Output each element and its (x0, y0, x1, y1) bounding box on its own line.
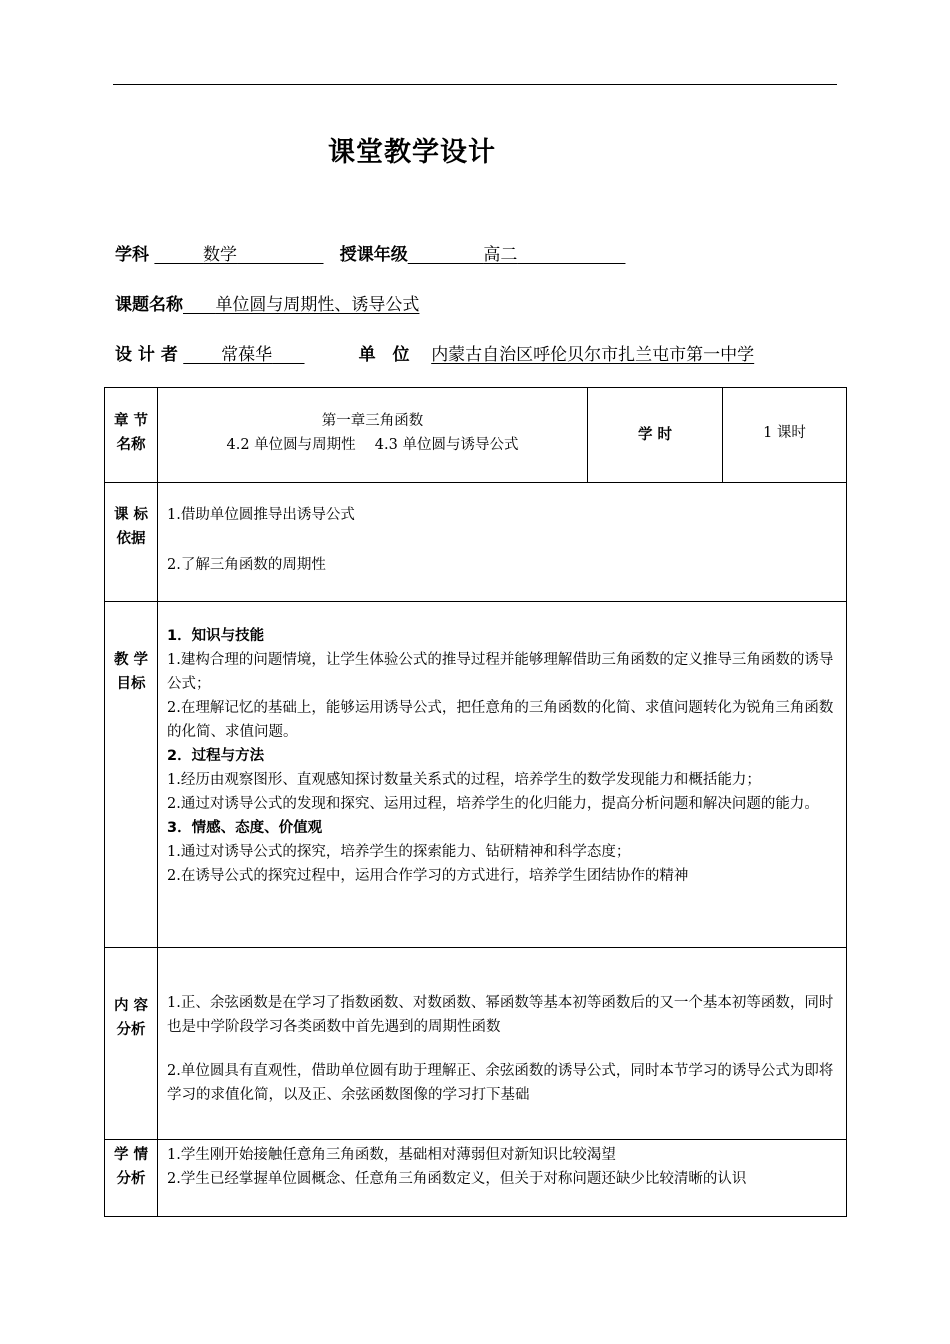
subject-value (154, 245, 323, 265)
unit-label: 单 位 (358, 345, 410, 365)
learner-row (105, 1140, 847, 1217)
designer-label: 设 计 者 (115, 345, 178, 365)
goals-heading-3: 3．情感、态度、价值观 (167, 820, 323, 836)
lesson-table (104, 387, 847, 1217)
goals-para: 1.建构合理的问题情境，让学生体验公式的推导过程并能够理解借助三角函数的定义推导三角函数的诱导公式； (167, 652, 834, 692)
goals-row (105, 602, 847, 948)
content-label-2: 分析 (116, 1022, 146, 1038)
chapter-label-cell (105, 388, 158, 483)
goals-heading-1: 1．知识与技能 (167, 628, 265, 644)
topic-value-text: 单位圆与周期性、诱导公式 (215, 295, 420, 315)
chapter-line-1: 第一章三角函数 (321, 413, 424, 429)
grade-label: 授课年级 (339, 245, 408, 265)
basis-content-cell (158, 483, 847, 602)
hours-value: 1 课时 (763, 425, 806, 441)
goals-content-cell (158, 602, 847, 948)
content-para: 2.单位圆具有直观性，借助单位圆有助于理解正、余弦函数的诱导公式，同时本节学习的诱导公式为即将学习的求值化简，以及正、余弦函数图像的学习打下基础 (167, 1063, 834, 1103)
hours-label-cell (588, 388, 723, 483)
goals-heading-2: 2．过程与方法 (167, 748, 265, 764)
hours-label: 学 时 (637, 427, 673, 443)
learner-label-cell (105, 1140, 158, 1217)
goals-para: 2.在理解记忆的基础上，能够运用诱导公式，把任意角的三角函数的化简、求值问题转化为锐角三角函数的化简、求值问题。 (167, 700, 834, 740)
top-rule (113, 84, 837, 85)
topic-line (115, 290, 419, 315)
chapter-line-2: 4.2 单位圆与周期性 4.3 单位圆与诱导公式 (226, 437, 519, 453)
designer-value (183, 345, 304, 365)
learner-label-2: 分析 (116, 1171, 146, 1187)
content-label-cell (105, 948, 158, 1140)
topic-value (183, 295, 419, 315)
goals-para: 2.在诱导公式的探究过程中，运用合作学习的方式进行，培养学生团结协作的精神 (167, 868, 689, 884)
basis-item: 2.了解三角函数的周期性 (167, 557, 326, 573)
page-title: 课堂教学设计 (328, 137, 496, 168)
chapter-label-1: 章 节 (113, 413, 149, 429)
basis-label-2: 依据 (116, 531, 146, 547)
basis-row (105, 483, 847, 602)
grade-value (408, 245, 626, 265)
subject-value-text: 数学 (203, 245, 238, 265)
designer-unit-line (115, 340, 754, 365)
goals-para: 1.通过对诱导公式的探究，培养学生的探索能力、钻研精神和科学态度； (167, 844, 631, 860)
chapter-row (105, 388, 847, 483)
topic-label: 课题名称 (115, 295, 183, 315)
goals-label-2: 目标 (116, 676, 146, 692)
learner-content-cell (158, 1140, 847, 1217)
goals-label-cell (105, 602, 158, 948)
chapter-label-2: 名称 (116, 437, 146, 453)
goals-para: 1.经历由观察图形、直观感知探讨数量关系式的过程，培养学生的数学发现能力和概括能力； (167, 772, 761, 788)
learner-para: 1.学生刚开始接触任意角三角函数，基础相对薄弱但对新知识比较渴望 (167, 1147, 616, 1163)
content-para: 1.正、余弦函数是在学习了指数函数、对数函数、幂函数等基本初等函数后的又一个基本初等函数，同时也是中学阶段学习各类函数中首先遇到的周期性函数 (167, 995, 834, 1035)
hours-value-cell (723, 388, 847, 483)
subject-grade-line (115, 240, 625, 265)
grade-value-text: 高二 (483, 245, 518, 265)
designer-value-text: 常葆华 (221, 345, 273, 365)
chapter-value-cell (158, 388, 588, 483)
unit-value: 内蒙古自治区呼伦贝尔市扎兰屯市第一中学 (431, 345, 755, 365)
learner-label-1: 学 情 (113, 1147, 149, 1163)
learner-para: 2.学生已经掌握单位圆概念、任意角三角函数定义，但关于对称问题还缺少比较清晰的认识 (167, 1171, 747, 1187)
basis-label-cell (105, 483, 158, 602)
subject-label: 学科 (115, 245, 149, 265)
goals-para: 2.通过对诱导公式的发现和探究、运用过程，培养学生的化归能力，提高分析问题和解决问题的能力。 (167, 796, 819, 812)
content-row (105, 948, 847, 1140)
content-content-cell (158, 948, 847, 1140)
content-label-1: 内 容 (113, 998, 149, 1014)
goals-label-1: 教 学 (113, 652, 149, 668)
basis-item: 1.借助单位圆推导出诱导公式 (167, 507, 355, 523)
basis-label-1: 课 标 (113, 507, 149, 523)
